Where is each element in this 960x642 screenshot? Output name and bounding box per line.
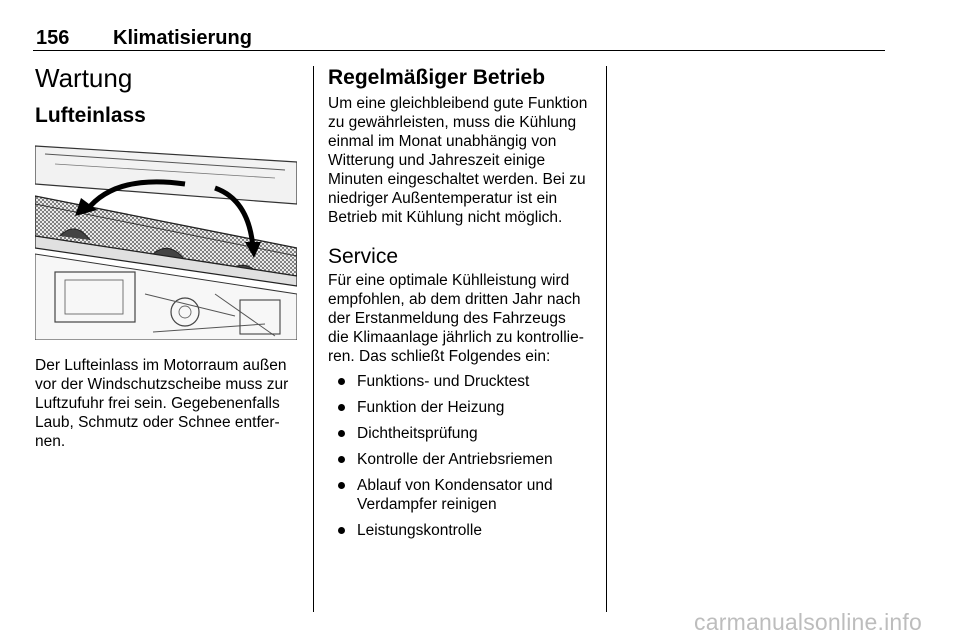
subsection-title-lufteinlass: Lufteinlass — [35, 104, 146, 127]
paragraph-line: zu gewährleisten, muss die Kühlung — [328, 114, 577, 131]
paragraph-line: die Klimaanlage jährlich zu kontrollie- — [328, 329, 584, 346]
chapter-title: Klimatisierung — [113, 27, 252, 49]
list-item: Kontrolle der Antriebsriemen — [328, 450, 596, 469]
paragraph-line: Minuten eingeschaltet werden. Bei zu — [328, 171, 586, 188]
list-item: Leistungskontrolle — [328, 521, 596, 540]
page-header — [33, 24, 885, 51]
bullet-icon — [338, 527, 345, 534]
list-item: Funktion der Heizung — [328, 398, 596, 417]
paragraph-line: Um eine gleichbleibend gute Funktion — [328, 95, 588, 112]
paragraph-line: Luftzufuhr frei sein. Gegebenenfalls — [35, 395, 280, 412]
watermark: carmanualsonline.info — [694, 609, 922, 635]
paragraph-line: der Erstanmeldung des Fahrzeugs — [328, 310, 566, 327]
section-title-regelmaessiger-betrieb: Regelmäßiger Betrieb — [328, 66, 546, 89]
lufteinlass-paragraph — [35, 356, 300, 451]
paragraph-line: einmal im Monat unabhängig von — [328, 133, 557, 150]
section-title-wartung: Wartung — [35, 63, 133, 93]
paragraph-line: Witterung und Jahreszeit einige — [328, 152, 546, 169]
column-divider-left — [313, 66, 314, 612]
paragraph-line: ren. Das schließt Folgendes ein: — [328, 348, 551, 365]
list-item: Funktions- und Drucktest — [328, 372, 596, 391]
section-title-service: Service — [328, 245, 399, 268]
air-intake-drawing — [35, 144, 297, 340]
paragraph-line: Betrieb mit Kühlung nicht möglich. — [328, 209, 563, 226]
bullet-icon — [338, 456, 345, 463]
column-divider-right — [606, 66, 607, 612]
bullet-icon — [338, 482, 345, 489]
bullet-icon — [338, 404, 345, 411]
paragraph-line: niedriger Außentemperatur ist ein — [328, 190, 558, 207]
middle-column — [328, 64, 596, 547]
paragraph-line: nen. — [35, 433, 66, 450]
bullet-icon — [338, 430, 345, 437]
bullet-icon — [338, 378, 345, 385]
paragraph-line: Der Lufteinlass im Motorraum außen — [35, 357, 287, 374]
left-column — [35, 62, 300, 451]
air-intake-illustration — [35, 144, 297, 340]
page-number: 156 — [36, 27, 70, 49]
list-item: Dichtheitsprüfung — [328, 424, 596, 443]
paragraph-line: Laub, Schmutz oder Schnee entfer- — [35, 414, 280, 431]
regular-operation-paragraph — [328, 94, 596, 227]
list-item: Ablauf von Kondensator und Verdampfer reinigen — [328, 476, 596, 514]
paragraph-line: vor der Windschutzscheibe muss zur — [35, 376, 289, 393]
paragraph-line: Für eine optimale Kühlleistung wird — [328, 272, 570, 289]
service-checklist — [328, 372, 596, 540]
service-paragraph — [328, 271, 596, 366]
paragraph-line: empfohlen, ab dem dritten Jahr nach — [328, 291, 581, 308]
